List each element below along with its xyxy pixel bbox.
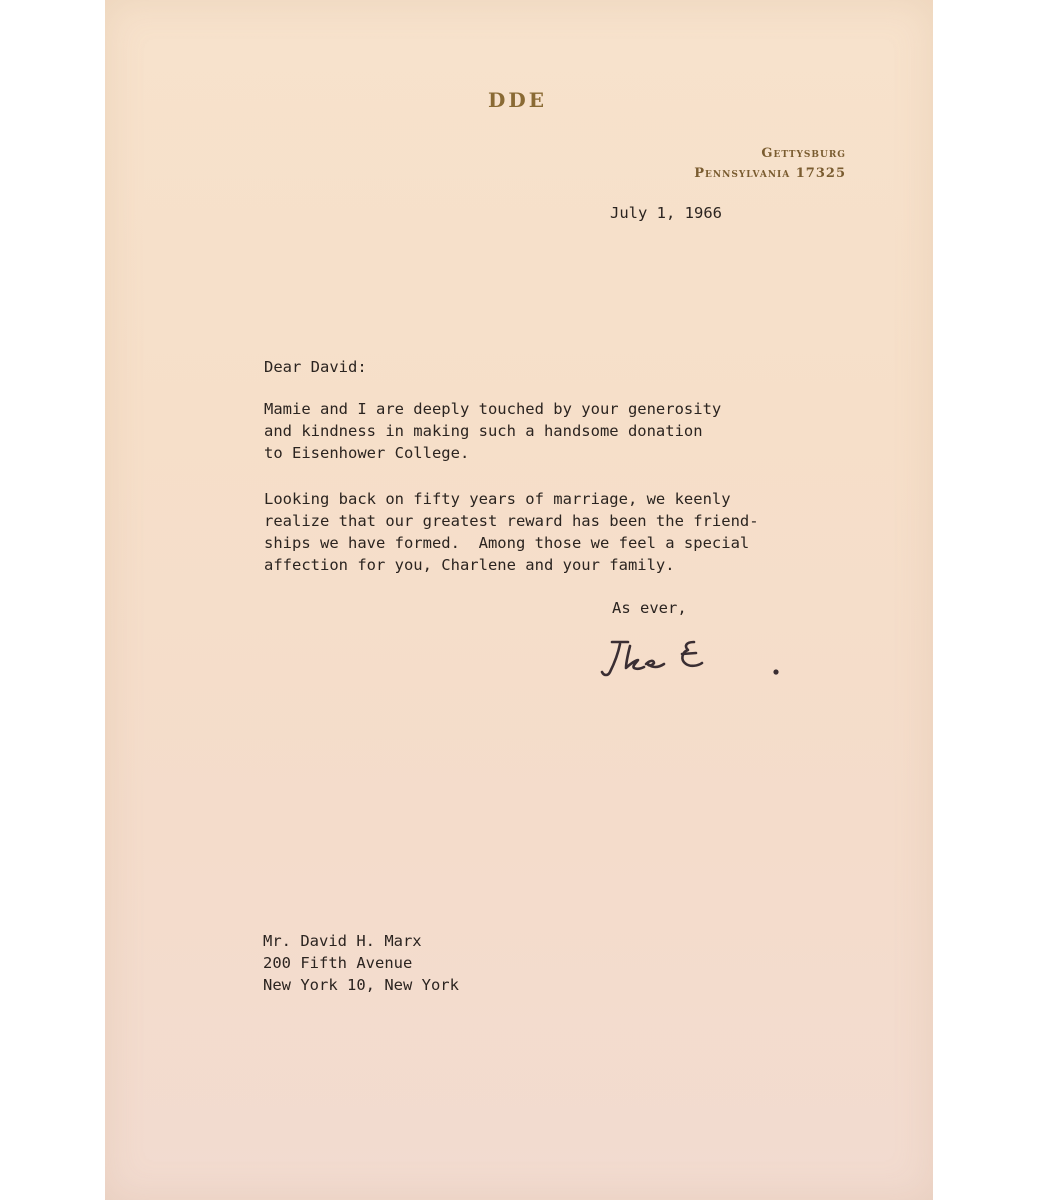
letterhead-state-zip: Pennsylvania 17325: [694, 166, 846, 181]
letter-closing: As ever,: [612, 599, 687, 617]
letterhead-monogram: DDE: [488, 88, 547, 112]
letter-salutation: Dear David:: [264, 358, 367, 376]
handwritten-signature: [598, 630, 808, 690]
letterhead-city: Gettysburg: [761, 146, 846, 161]
letter-paragraph-1: Mamie and I are deeply touched by your generosity and kindness in making such a handsome donation to Eisenhower College.: [264, 400, 722, 462]
letter-date: July 1, 1966: [610, 204, 722, 222]
letter-paragraph-2: Looking back on fifty years of marriage, we keenly realize that our greatest reward has been the friend- ships we have formed. Among those we feel a special affection for you, Charlene and your family.: [264, 490, 759, 574]
recipient-address: Mr. David H. Marx 200 Fifth Avenue New York 10, New York: [263, 932, 459, 994]
